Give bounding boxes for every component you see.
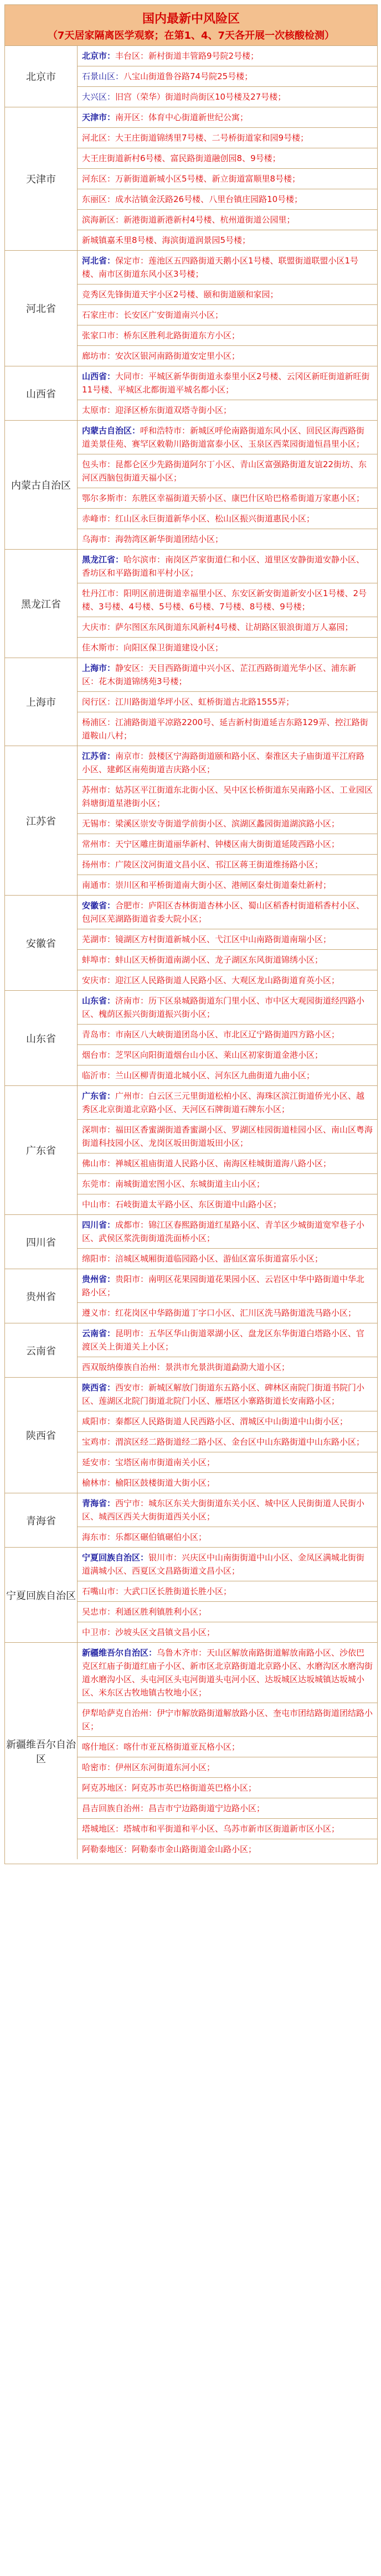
entry-text: 绵阳市：涪城区城厢街道临园路小区、游仙区富乐街道富乐小区； <box>82 1254 323 1264</box>
area-entry <box>78 712 377 746</box>
area-entry <box>78 1548 377 1581</box>
province-name: 上海市 <box>5 658 78 746</box>
area-entry <box>78 1581 377 1602</box>
entry-text: 海东市：乐都区碾伯镇碾伯小区； <box>82 1532 207 1542</box>
area-entry <box>78 529 377 549</box>
entry-text: 济南市：历下区泉城路街道东门里小区、市中区大观园街道经四路小区、槐荫区振兴街街道振兴街小区； <box>82 996 365 1019</box>
area-list <box>78 991 377 1085</box>
entry-text: 大庆市：萨尔图区东风街道东风新村4号楼、让胡路区银浪街道万人嘉园； <box>82 622 353 632</box>
entry-city: 内蒙古自治区： <box>82 426 141 436</box>
province-row <box>5 1378 377 1493</box>
area-list <box>78 1493 377 1547</box>
area-entry <box>78 488 377 509</box>
entry-text: 张家口市：桥东区胜利北路街道东方小区； <box>82 330 240 340</box>
entry-text: 西双版纳傣族自治州：景洪市允景洪街道勐泐大道小区； <box>82 1362 290 1372</box>
page-subtitle: （7天居家隔离医学观察；在第1、4、7天各开展一次核酸检测） <box>47 30 335 42</box>
province-name: 山东省 <box>5 991 78 1085</box>
area-entry <box>78 746 377 780</box>
area-list <box>78 366 377 420</box>
area-list <box>78 658 377 746</box>
area-entry <box>78 896 377 929</box>
entry-city: 陕西省： <box>82 1383 116 1393</box>
area-list <box>78 251 377 366</box>
entry-text: 无锡市：梁溪区崇安寺街道学前街小区、滨湖区蠡园街道湖滨路小区； <box>82 819 340 829</box>
area-entry <box>78 658 377 692</box>
province-row <box>5 421 377 550</box>
entry-text: 河东区：万新街道新城小区5号楼、新立街道富顺里8号楼； <box>82 174 301 184</box>
entry-city: 北京市： <box>82 51 116 61</box>
entry-text: 乌海市：海勃湾区新华街道团结小区； <box>82 534 224 544</box>
area-entry <box>78 400 377 420</box>
province-row <box>5 658 377 746</box>
entry-city: 山西省： <box>82 371 116 381</box>
area-list <box>78 421 377 549</box>
area-list <box>78 1323 377 1377</box>
entry-text: 哈密市：伊州区东河街道东河小区； <box>82 1762 215 1772</box>
area-list <box>78 1643 377 1859</box>
province-name: 江苏省 <box>5 746 78 895</box>
province-name: 青海省 <box>5 1493 78 1547</box>
entry-text: 扬州市：广陵区汶河街道文昌小区、邗江区蒋王街道维扬路小区； <box>82 860 323 870</box>
entry-text: 昌吉回族自治州：昌吉市宁边路街道宁边路小区； <box>82 1803 265 1813</box>
area-entry <box>78 1120 377 1153</box>
province-row <box>5 366 377 421</box>
entry-text: 咸阳市：秦都区人民路街道人民西路小区、渭城区中山街道中山街小区； <box>82 1416 348 1426</box>
entry-city: 宁夏回族自治区： <box>82 1553 149 1563</box>
province-row <box>5 1643 377 1859</box>
area-entry <box>78 991 377 1025</box>
province-row <box>5 1086 377 1215</box>
entry-text: 竞秀区先锋街道天宇小区2号楼、颐和街道颐和家园； <box>82 289 279 299</box>
area-entry <box>78 1065 377 1085</box>
entry-text: 中山市：石岐街道太平路小区、东区街道中山路小区； <box>82 1199 282 1209</box>
entry-text: 太原市：迎泽区桥东街道双塔寺街小区； <box>82 405 232 415</box>
province-name: 陕西省 <box>5 1378 78 1493</box>
entry-text: 中卫市：沙坡头区文昌镇文昌小区； <box>82 1627 215 1637</box>
entry-text: 苏州市：姑苏区平江街道东北街小区、吴中区长桥街道东吴南路小区、工业园区斜塘街道星港街小区； <box>82 785 373 808</box>
area-entry <box>78 1045 377 1065</box>
entry-text: 东丽区：成水沽镇金沃路26号楼、八里台镇庄园路10号楼； <box>82 194 303 204</box>
province-row <box>5 1493 377 1548</box>
risk-area-sheet <box>4 4 378 1864</box>
area-list <box>78 1215 377 1269</box>
area-entry <box>78 87 377 107</box>
province-name: 广东省 <box>5 1086 78 1214</box>
entry-text: 佳木斯市：向阳区保卫街道建设小区； <box>82 643 224 653</box>
area-entry <box>78 1778 377 1798</box>
entry-text: 伊犁哈萨克自治州：伊宁市解放路街道解放路小区、奎屯市团结路街道团结路小区； <box>82 1708 373 1731</box>
entry-text: 廊坊市：安次区银河南路街道安定里小区； <box>82 351 240 361</box>
area-entry <box>78 1411 377 1432</box>
area-entry <box>78 814 377 834</box>
province-name: 山西省 <box>5 366 78 420</box>
province-name: 北京市 <box>5 46 78 107</box>
area-entry <box>78 325 377 346</box>
province-name: 黑龙江省 <box>5 550 78 658</box>
entry-text: 西宁市：城东区东关大街街道东关小区、城中区人民街街道人民街小区、城西区西关大街街道西关小区； <box>82 1498 365 1522</box>
entry-text: 南通市：崇川区和平桥街道南大街小区、港闸区秦灶街道秦灶新村； <box>82 880 332 890</box>
area-entry <box>78 1025 377 1045</box>
province-row <box>5 1323 377 1378</box>
area-entry <box>78 970 377 990</box>
area-entry <box>78 929 377 950</box>
entry-text: 昆明市：五华区华山街道翠湖小区、盘龙区东华街道白塔路小区、官渡区关上街道关上小区； <box>82 1328 365 1352</box>
entry-text: 乌鲁木齐市：天山区解放南路街道解放南路小区、沙依巴克区红庙子街道红庙子小区、新市区北京路街道北京路小区、水磨沟区水磨沟街道水磨沟小区、头屯河区头屯河街道头屯河小区、达坂城区达坂城镇达坂城小区、米东区古牧地镇古牧地小区； <box>82 1648 373 1698</box>
area-entry <box>78 66 377 87</box>
area-entry <box>78 855 377 875</box>
area-entry <box>78 1527 377 1547</box>
entry-text: 西安市：新城区解放门街道东五路小区、碑林区南院门街道书院门小区、莲湖区北院门街道北院门小区、雁塔区小寨路街道长安南路小区； <box>82 1383 365 1406</box>
area-list <box>78 1548 377 1642</box>
area-entry <box>78 210 377 230</box>
province-name: 天津市 <box>5 107 78 250</box>
entry-text: 广州市：白云区三元里街道松柏小区、海珠区滨江街道侨光小区、越秀区北京街道北京路小区、天河区石牌街道石牌东小区； <box>82 1091 365 1114</box>
province-name: 贵州省 <box>5 1269 78 1323</box>
area-entry <box>78 1757 377 1778</box>
area-entry <box>78 1473 377 1493</box>
province-name: 云南省 <box>5 1323 78 1377</box>
area-entry <box>78 1703 377 1737</box>
entry-text: 南京市：鼓楼区宁海路街道颐和路小区、秦淮区夫子庙街道平江府路小区、建邺区南苑街道吉庆路小区； <box>82 751 365 774</box>
entry-text: 丰台区：新村街道丰管路9号院2号楼； <box>115 51 259 61</box>
area-entry <box>78 421 377 454</box>
area-entry <box>78 285 377 305</box>
page-title: 国内最新中风险区 <box>142 12 240 26</box>
area-entry <box>78 46 377 66</box>
entry-text: 合肥市：庐阳区杏林街道杏林小区、蜀山区稻香村街道稻香村小区、包河区芜湖路街道省委大院小区； <box>82 901 365 924</box>
area-entry <box>78 780 377 814</box>
area-entry <box>78 617 377 638</box>
area-entry <box>78 107 377 128</box>
area-entry <box>78 251 377 285</box>
area-list <box>78 46 377 107</box>
province-name: 宁夏回族自治区 <box>5 1548 78 1642</box>
entry-city: 广东省： <box>82 1091 116 1101</box>
entry-text: 芜湖市：镜湖区方村街道新城小区、弋江区中山南路街道南瑞小区； <box>82 934 332 944</box>
entry-city: 安徽省： <box>82 901 116 911</box>
entry-text: 赤峰市：红山区永巨街道新华小区、松山区振兴街道惠民小区； <box>82 514 315 524</box>
area-list <box>78 1378 377 1493</box>
entry-city: 黑龙江省： <box>82 555 124 565</box>
area-entry <box>78 1323 377 1357</box>
area-entry <box>78 550 377 583</box>
entry-text: 滨海新区：新港街道新港新村4号楼、杭州道街道公园里； <box>82 215 295 225</box>
entry-city: 山东省： <box>82 996 116 1006</box>
entry-text: 喀什地区：喀什市亚瓦格街道亚瓦格小区； <box>82 1742 240 1752</box>
entry-city: 新疆维吾尔自治区： <box>82 1648 157 1658</box>
area-entry <box>78 230 377 250</box>
entry-text: 杨浦区：江浦路街道平凉路2200号、延吉新村街道延吉东路129弄、控江路街道鞍山八村； <box>82 717 368 741</box>
area-entry <box>78 1737 377 1757</box>
area-entry <box>78 305 377 325</box>
area-entry <box>78 1303 377 1323</box>
entry-text: 牡丹江市：阳明区前进街道幸福里小区、东安区新安街道新安小区1号楼、2号楼、3号楼、4号楼、5号楼、6号楼、7号楼、8号楼、9号楼； <box>82 588 367 612</box>
province-row <box>5 991 377 1086</box>
entry-text: 蚌埠市：蚌山区天桥街道南湖小区、龙子湖区东风街道锦绣小区； <box>82 955 323 965</box>
area-entry <box>78 1643 377 1703</box>
entry-city: 青海省： <box>82 1498 116 1508</box>
entry-text: 包头市：昆都仑区少先路街道阿尔丁小区、青山区富强路街道友谊22街坊、东河区西脑包街道天福小区； <box>82 459 367 483</box>
entry-text: 呼和浩特市：新城区呼伦南路街道东风小区、回民区海西路街道美景佳苑、赛罕区敕勒川路街道富泰小区、玉泉区西菜园街道恒昌里小区； <box>82 426 365 449</box>
province-row <box>5 896 377 991</box>
area-entry <box>78 1622 377 1642</box>
area-list <box>78 1086 377 1214</box>
area-entry <box>78 1819 377 1839</box>
area-entry <box>78 148 377 169</box>
province-name: 四川省 <box>5 1215 78 1269</box>
entry-district: 石景山区： <box>82 71 124 81</box>
area-entry <box>78 1357 377 1377</box>
entry-text: 常州市：天宁区雕庄街道丽华新村、钟楼区南大街街道延陵西路小区； <box>82 839 340 849</box>
entry-text: 银川市：兴庆区中山南街街道中山小区、金凤区满城北街街道满城小区、西夏区文昌路街道文昌小区； <box>82 1553 365 1576</box>
entry-text: 河北区：大王庄街道锦绣里7号楼、二号桥街道家和园9号楼； <box>82 133 309 143</box>
area-entry <box>78 834 377 855</box>
entry-text: 阿勒泰地区：阿勒泰市金山路街道金山路小区； <box>82 1844 257 1854</box>
sheet-footer <box>5 1859 377 1864</box>
area-entry <box>78 509 377 529</box>
area-list <box>78 896 377 990</box>
area-entry <box>78 1215 377 1249</box>
entry-text: 安庆市：迎江区人民路街道人民路小区、大观区龙山路街道育英小区； <box>82 975 340 985</box>
entry-text: 宝鸡市：渭滨区经二路街道经二路小区、金台区中山东路街道中山东路小区； <box>82 1437 365 1447</box>
sheet-header <box>5 5 377 46</box>
area-list <box>78 746 377 895</box>
entry-text: 旧宫（荣华）街道时尚街区10号楼及27号楼； <box>115 92 286 102</box>
entry-city: 云南省： <box>82 1328 116 1338</box>
entry-text: 深圳市：福田区香蜜湖街道香蜜湖小区、罗湖区桂园街道桂园小区、南山区粤海街道科技园小区、龙岗区坂田街道坂田小区； <box>82 1125 373 1148</box>
entry-text: 闵行区：江川路街道华坪小区、虹桥街道古北路1555弄； <box>82 697 295 707</box>
province-row <box>5 1269 377 1323</box>
province-row <box>5 550 377 658</box>
area-entry <box>78 454 377 488</box>
area-entry <box>78 950 377 970</box>
province-row <box>5 46 377 107</box>
province-row <box>5 1548 377 1643</box>
entry-text: 石嘴山市：大武口区长胜街道长胜小区； <box>82 1586 232 1596</box>
entry-text: 吴忠市：利通区胜利镇胜利小区； <box>82 1607 207 1617</box>
entry-text: 佛山市：禅城区祖庙街道人民路小区、南海区桂城街道海八路小区； <box>82 1158 332 1168</box>
area-list <box>78 1269 377 1323</box>
province-name: 河北省 <box>5 251 78 366</box>
entry-text: 贵阳市：南明区花果园街道花果园小区、云岩区中华中路街道中华北路小区； <box>82 1274 365 1297</box>
entry-text: 大同市：平城区新华街街道永泰里小区2号楼、云冈区新旺街道新旺街11号楼、平城区北都街道平城名都小区； <box>82 371 370 395</box>
entry-text: 青岛市：市南区八大峡街道团岛小区、市北区辽宁路街道四方路小区； <box>82 1030 340 1039</box>
entry-text: 阿克苏地区：阿克苏市英巴格街道英巴格小区； <box>82 1783 257 1793</box>
area-entry <box>78 583 377 617</box>
entry-city: 天津市： <box>82 112 116 122</box>
province-row <box>5 1215 377 1269</box>
area-entry <box>78 1432 377 1452</box>
province-name: 安徽省 <box>5 896 78 990</box>
area-entry <box>78 1249 377 1269</box>
entry-text: 鄂尔多斯市：东胜区幸福街道天骄小区、康巴什区哈巴格希街道万家惠小区； <box>82 493 365 503</box>
area-entry <box>78 1153 377 1174</box>
area-entry <box>78 1174 377 1194</box>
entry-text: 八宝山街道鲁谷路74号院25号楼； <box>123 71 253 81</box>
entry-text: 成都市：锦江区春熙路街道红星路小区、青羊区少城街道宽窄巷子小区、武侯区浆洗街街道洗面桥小区； <box>82 1220 365 1243</box>
entry-city: 河北省： <box>82 256 116 266</box>
area-entry <box>78 1269 377 1303</box>
entry-text: 南开区：体育中心街道新世纪公寓； <box>115 112 249 122</box>
area-entry <box>78 189 377 210</box>
area-list <box>78 107 377 250</box>
area-entry <box>78 169 377 189</box>
entry-text: 烟台市：芝罘区向阳街道烟台山小区、莱山区初家街道金港小区； <box>82 1050 323 1060</box>
area-entry <box>78 1086 377 1120</box>
entry-text: 延安市：宝塔区南市街道南关小区； <box>82 1457 215 1467</box>
area-entry <box>78 875 377 895</box>
area-entry <box>78 692 377 712</box>
entry-city: 贵州省： <box>82 1274 116 1284</box>
province-row <box>5 251 377 366</box>
entry-district: 大兴区： <box>82 92 116 102</box>
entry-text: 榆林市：榆阳区鼓楼街道大街小区； <box>82 1478 215 1488</box>
entry-text: 临沂市：兰山区柳青街道北城小区、河东区九曲街道九曲小区； <box>82 1070 315 1080</box>
province-row <box>5 107 377 251</box>
area-entry <box>78 1194 377 1214</box>
entry-text: 哈尔滨市：南岗区芦家街道仁和小区、道里区安静街道安静小区、香坊区和平路街道和平村小区； <box>82 555 365 578</box>
area-entry <box>78 366 377 400</box>
area-entry <box>78 1493 377 1527</box>
province-name: 内蒙古自治区 <box>5 421 78 549</box>
entry-city: 四川省： <box>82 1220 116 1230</box>
entry-text: 保定市：莲池区五四路街道天鹅小区1号楼、联盟街道联盟小区1号楼、南市区街道东风小区3号楼； <box>82 256 359 279</box>
entry-city: 上海市： <box>82 663 116 673</box>
entry-text: 东莞市：南城街道宏图小区、东城街道主山小区； <box>82 1179 265 1189</box>
entry-text: 遵义市：红花岗区中华路街道丁字口小区、汇川区洗马路街道洗马路小区； <box>82 1308 357 1318</box>
area-entry <box>78 1798 377 1819</box>
province-list <box>5 46 377 1859</box>
entry-text: 新城镇嘉禾里8号楼、海滨街道润景园5号楼； <box>82 235 251 245</box>
entry-city: 江苏省： <box>82 751 116 761</box>
area-entry <box>78 128 377 148</box>
area-entry <box>78 638 377 658</box>
province-name: 新疆维吾尔自治区 <box>5 1643 78 1859</box>
entry-text: 石家庄市：长安区广安街道南兴小区； <box>82 310 224 320</box>
entry-text: 大王庄街道新村6号楼、富民路街道融创园8、9号楼； <box>82 153 281 163</box>
area-entry <box>78 1452 377 1473</box>
area-entry <box>78 1839 377 1859</box>
area-entry <box>78 346 377 366</box>
area-entry <box>78 1378 377 1411</box>
entry-text: 静安区：天目西路街道中兴小区、芷江西路街道光华小区、浦东新区：花木街道锦绣苑3号楼； <box>82 663 357 686</box>
entry-text: 塔城地区：塔城市和平街道和平小区、乌苏市新市区街道新市区小区； <box>82 1824 340 1834</box>
area-entry <box>78 1602 377 1622</box>
area-list <box>78 550 377 658</box>
province-row <box>5 746 377 896</box>
